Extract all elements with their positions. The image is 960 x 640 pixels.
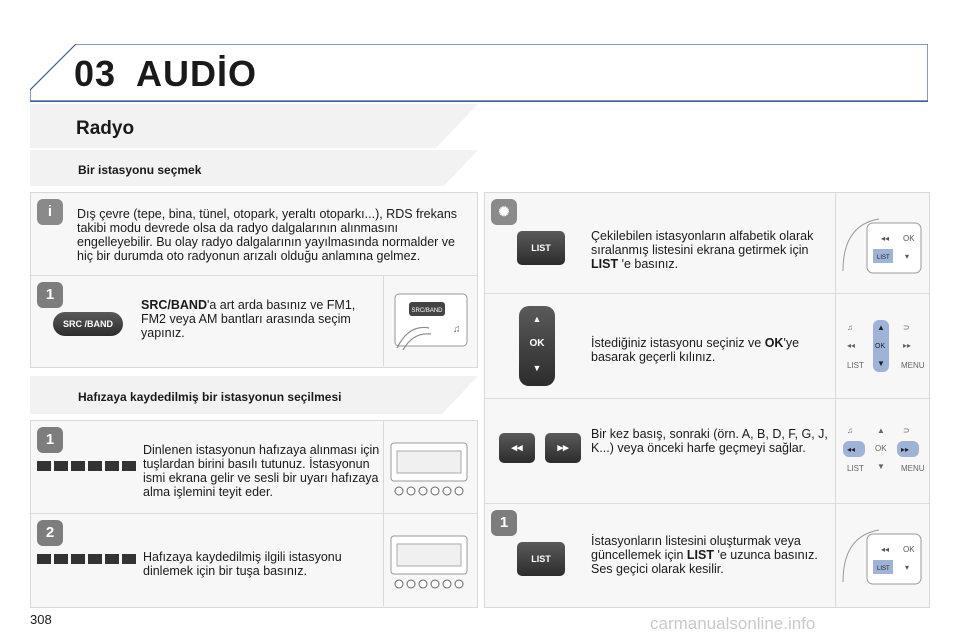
- previous-letter-button[interactable]: ◂◂: [499, 433, 535, 463]
- step-badge: 1: [37, 282, 63, 308]
- step-badge: 1: [37, 427, 63, 453]
- svg-text:♫: ♫: [847, 426, 853, 435]
- info-text: Dış çevre (tepe, bina, tünel, otopark, yeraltı otoparkı...), RDS frekans takibi modu devrede olsa da radyo dalgalarının alınmasını engelleyebilir. Bu olay radyo dalgalarının yayılmasında normalder ve hiç bir durumda oto radyonun arızalı olduğu anlamına gelmez.: [77, 207, 458, 263]
- svg-text:LIST: LIST: [847, 361, 864, 370]
- svg-text:OK: OK: [903, 234, 915, 243]
- svg-text:▼: ▼: [877, 462, 885, 471]
- memory-recall-row: [31, 514, 477, 606]
- memory-recall-text: Hafızaya kaydedilmiş ilgili istasyonu dinlemek için bir tuşa basınız.: [143, 550, 342, 578]
- chapter-title: AUDİO: [136, 53, 257, 94]
- chapter-number: 03: [74, 53, 117, 94]
- svg-text:◂◂: ◂◂: [881, 545, 890, 554]
- tip-icon: ✺: [491, 199, 517, 225]
- svg-text:MENU: MENU: [901, 464, 925, 473]
- svg-text:MENU: MENU: [901, 361, 925, 370]
- seek-pad-illustration: [839, 411, 925, 491]
- info-row: [31, 193, 477, 276]
- svg-text:◂◂: ◂◂: [847, 445, 856, 454]
- letter-jump-text: Bir kez basış, sonraki (örn. A, B, D, F, G, J, K...) veya önceki harfe geçmeyi sağlar.: [591, 427, 828, 455]
- svg-text:▾: ▾: [905, 252, 910, 261]
- ok-button[interactable]: OK: [529, 338, 545, 349]
- svg-text:OK: OK: [903, 545, 915, 554]
- left-panel-station-select: [30, 192, 478, 368]
- svg-text:◂◂: ◂◂: [847, 341, 856, 350]
- page-number: 308: [30, 612, 52, 627]
- list-alpha-text: Çekilebilen istasyonların alfabetik olarak sıralanmış listesini ekrana getirmek için LIST 'e basınız.: [591, 229, 814, 271]
- svg-text:▼: ▼: [877, 359, 885, 368]
- memory-store-text: Dinlenen istasyonun hafızaya alınması için tuşlardan birini basılı tutunuz. İstasyonun ismi ekrana gelir ve sesli bir uyarı hafızaya alma işlemini teyit eder.: [143, 443, 380, 499]
- svg-text:LIST: LIST: [877, 566, 890, 572]
- svg-text:◂◂: ◂◂: [881, 234, 890, 243]
- down-arrow-icon[interactable]: ▼: [532, 363, 542, 373]
- watermark: carmanualsonline.info: [650, 614, 816, 633]
- memory-store-row: [31, 421, 477, 514]
- svg-text:♫: ♫: [453, 324, 461, 335]
- svg-text:▸▸: ▸▸: [901, 445, 910, 454]
- letter-jump-row: [485, 399, 929, 504]
- svg-text:OK: OK: [875, 343, 886, 350]
- list-key-illustration: [839, 522, 925, 592]
- src-band-button[interactable]: SRC /BAND: [53, 312, 123, 336]
- step-badge: 1: [491, 510, 517, 536]
- list-button[interactable]: LIST: [517, 231, 565, 265]
- radio-presets-illustration: [389, 433, 471, 501]
- list-update-text: İstasyonların listesini oluşturmak veya güncellemek için LIST 'e uzunca basınız. Ses geçici olarak kesilir.: [591, 534, 818, 576]
- select-ok-row: [485, 294, 929, 399]
- svg-text:LIST: LIST: [877, 255, 890, 261]
- radio-presets-illustration: [389, 526, 471, 594]
- subsection-title-select-station: Bir istasyonu seçmek: [78, 163, 202, 177]
- right-panel-list: [484, 192, 930, 608]
- step-badge: 2: [37, 520, 63, 546]
- up-down-ok-keypad[interactable]: [519, 306, 555, 386]
- up-arrow-icon[interactable]: ▲: [532, 314, 542, 324]
- svg-text:▸▸: ▸▸: [903, 341, 912, 350]
- list-key-illustration: [839, 211, 925, 281]
- svg-text:SRC/BAND: SRC/BAND: [411, 308, 443, 314]
- preset-buttons[interactable]: [37, 552, 137, 566]
- svg-text:⊃: ⊃: [903, 426, 910, 435]
- step-text: SRC/BAND'a art arda basınız ve FM1, FM2 veya AM bantları arasında seçim yapınız.: [141, 298, 356, 340]
- svg-text:▲: ▲: [877, 323, 885, 332]
- select-ok-text: İstediğiniz istasyonu seçiniz ve OK'ye basarak geçerli kılınız.: [591, 336, 800, 364]
- info-icon: i: [37, 199, 63, 225]
- step-row-src-band: [31, 276, 477, 366]
- subsection-title-memory: Hafızaya kaydedilmiş bir istasyonun seçilmesi: [78, 390, 342, 404]
- svg-text:♫: ♫: [847, 323, 853, 332]
- section-title: Radyo: [76, 118, 135, 139]
- svg-text:▲: ▲: [877, 426, 885, 435]
- radio-src-band-illustration: [389, 288, 469, 354]
- list-update-row: [485, 504, 929, 607]
- list-button[interactable]: LIST: [517, 542, 565, 576]
- next-letter-button[interactable]: ▸▸: [545, 433, 581, 463]
- left-panel-memory: [30, 420, 478, 608]
- list-alpha-row: [485, 193, 929, 294]
- svg-text:⊃: ⊃: [903, 323, 910, 332]
- svg-text:OK: OK: [875, 444, 887, 453]
- preset-buttons[interactable]: [37, 459, 137, 473]
- svg-text:▾: ▾: [905, 563, 910, 572]
- ok-pad-illustration: [839, 308, 925, 388]
- svg-text:LIST: LIST: [847, 464, 864, 473]
